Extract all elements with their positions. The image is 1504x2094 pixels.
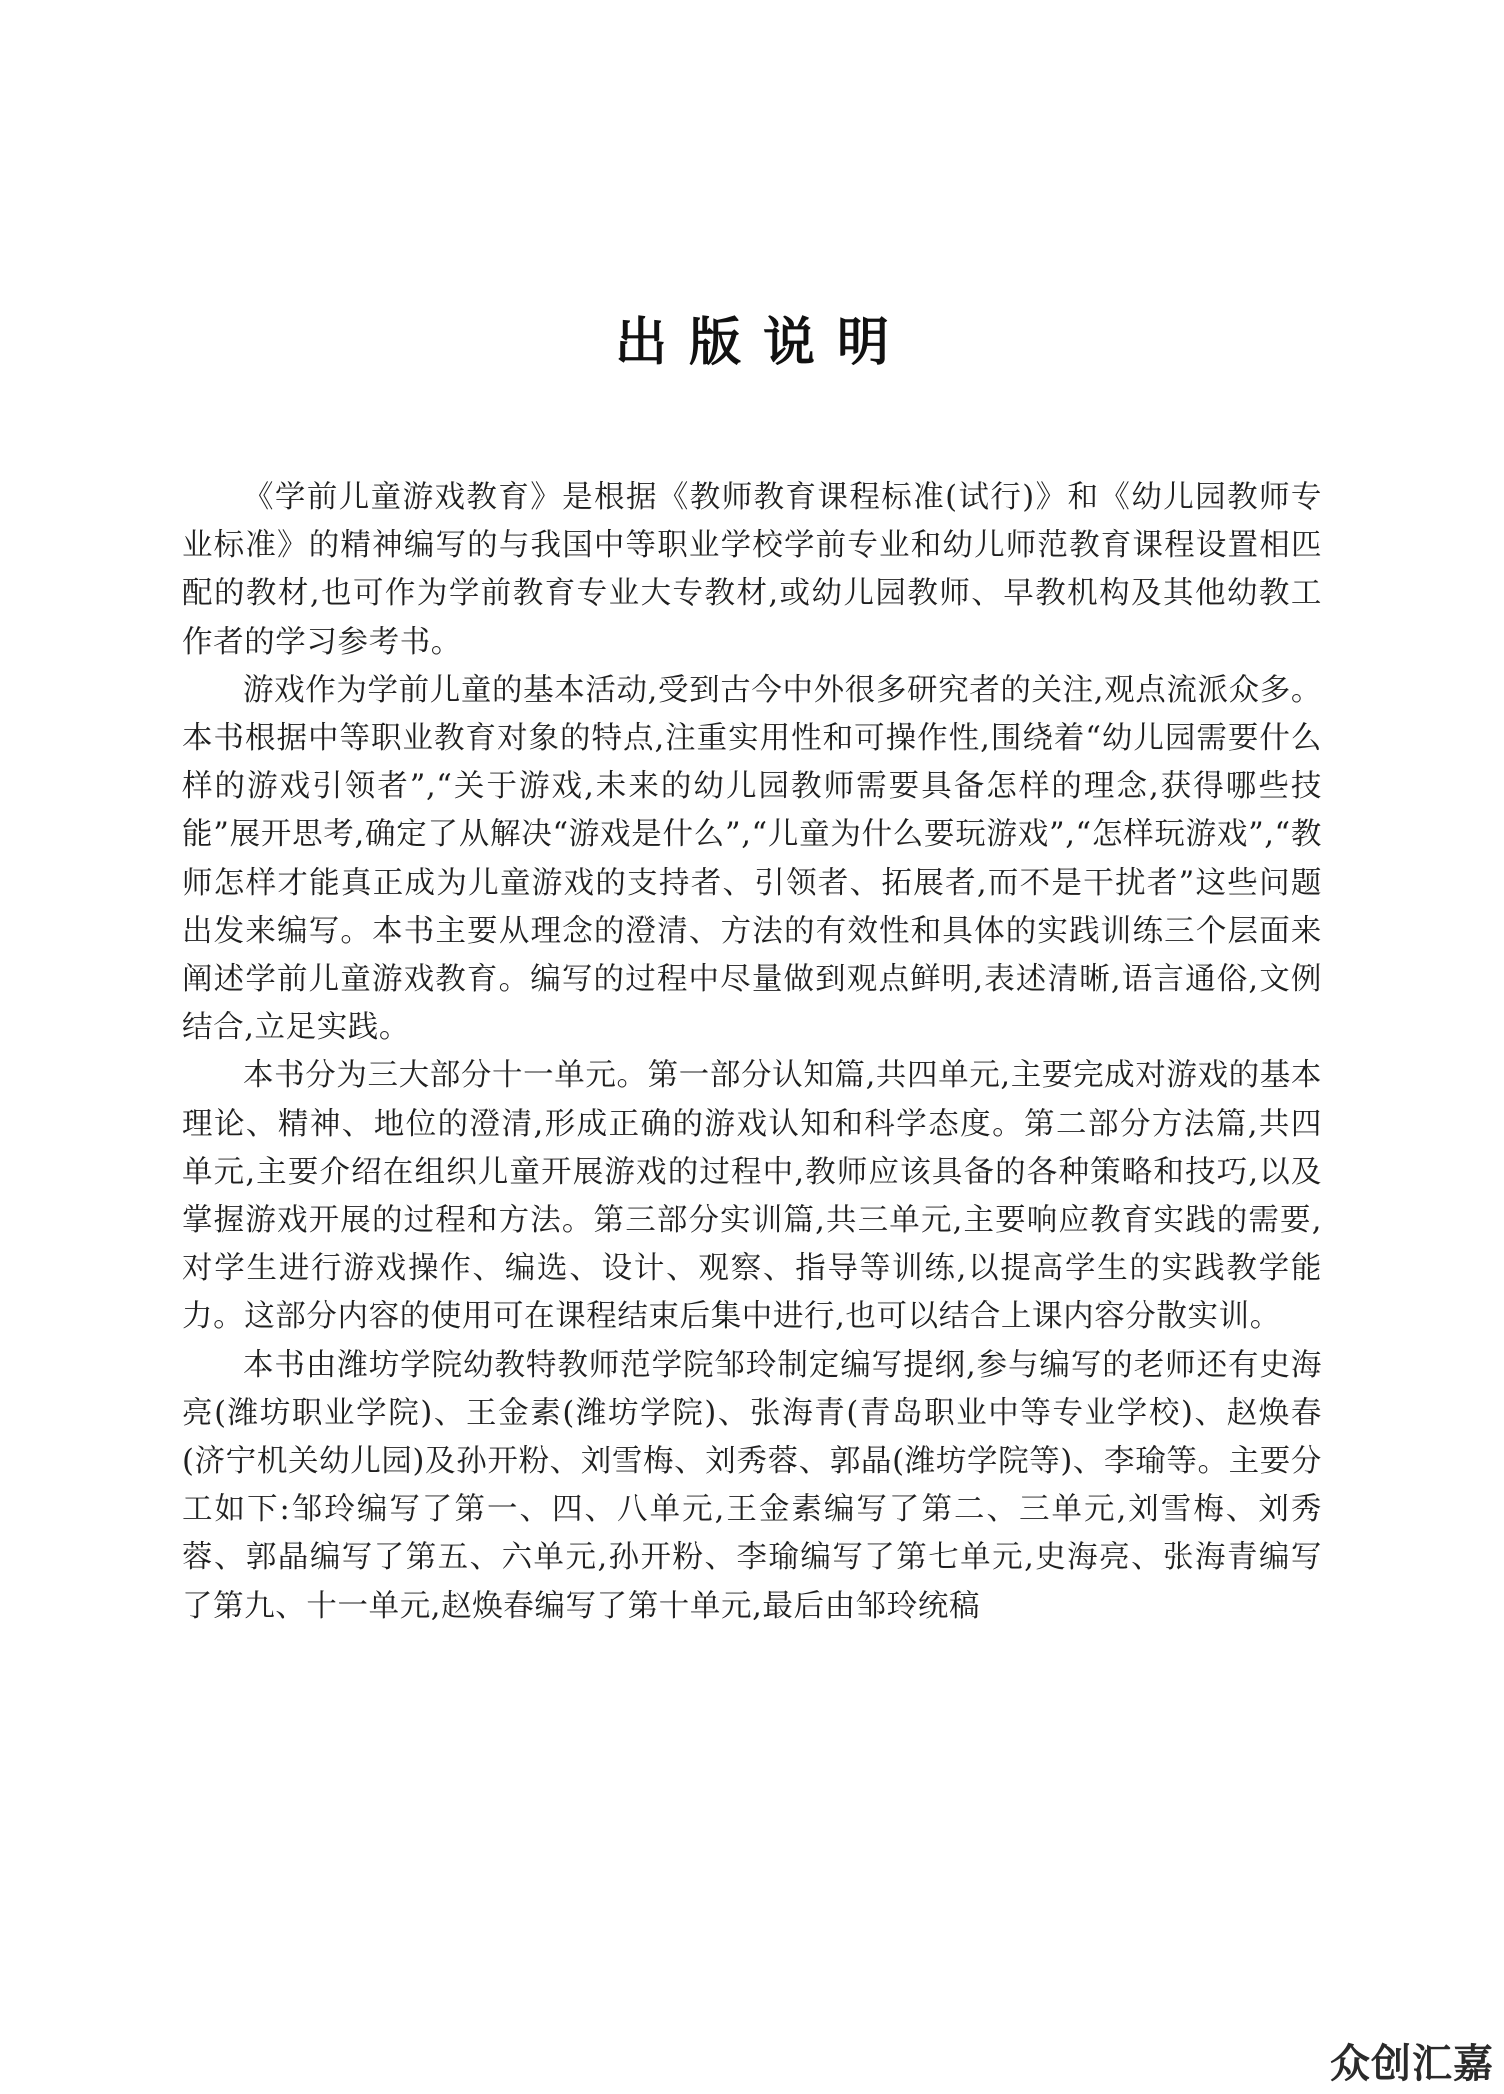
paragraph-purpose: 游戏作为学前儿童的基本活动,受到古今中外很多研究者的关注,观点流派众多。本书根据中等职业教育对象的特点,注重实用性和可操作性,围绕着“幼儿园需要什么样的游戏引领者”,“关于游戏,未来的幼儿园教师需要具备怎样的理念,获得哪些技能”展开思考,确定了从解决“游戏是什么”,“儿童为什么要玩游戏”,“怎样玩游戏”,“教师怎样才能真正成为儿童游戏的支持者、引领者、拓展者,而不是干扰者”这些问题出发来编写。本书主要从理念的澄清、方法的有效性和具体的实践训练三个层面来阐述学前儿童游戏教育。编写的过程中尽量做到观点鲜明,表述清晰,语言通俗,文例结合,立足实践。 <box>182 672 1322 1046</box>
paragraph-structure: 本书分为三大部分十一单元。第一部分认知篇,共四单元,主要完成对游戏的基本理论、精神、地位的澄清,形成正确的游戏认知和科学态度。第二部分方法篇,共四单元,主要介绍在组织儿童开展游戏的过程中,教师应该具备的各种策略和技巧,以及掌握游戏开展的过程和方法。第三部分实训篇,共三单元,主要响应教育实践的需要,对学生进行游戏操作、编选、设计、观察、指导等训练,以提高学生的实践教学能力。这部分内容的使用可在课程结束后集中进行,也可以结合上课内容分散实训。 <box>182 1058 1322 1335</box>
watermark-logo: 众创汇嘉 <box>1330 2041 1494 2087</box>
paragraph-intro: 《学前儿童游戏教育》是根据《教师教育课程标准(试行)》和《幼儿园教师专业标准》的精神编写的与我国中等职业学校学前专业和幼儿师范教育课程设置相匹配的教材,也可作为学前教育专业大专教材,或幼儿园教师、早教机构及其他幼教工作者的学习参考书。 <box>182 480 1322 660</box>
page-title: 出版说明 <box>614 312 911 373</box>
body-text <box>182 474 1322 1631</box>
paragraph-authors: 本书由潍坊学院幼教特教师范学院邹玲制定编写提纲,参与编写的老师还有史海亮(潍坊职业学院)、王金素(潍坊学院)、张海青(青岛职业中等专业学校)、赵焕春(济宁机关幼儿园)及孙开粉、刘雪梅、刘秀蓉、郭晶(潍坊学院等)、李瑜等。主要分工如下:邹玲编写了第一、四、八单元,王金素编写了第二、三单元,刘雪梅、刘秀蓉、郭晶编写了第五、六单元,孙开粉、李瑜编写了第七单元,史海亮、张海青编写了第九、十一单元,赵焕春编写了第十单元,最后由邹玲统稿 <box>182 1347 1322 1624</box>
